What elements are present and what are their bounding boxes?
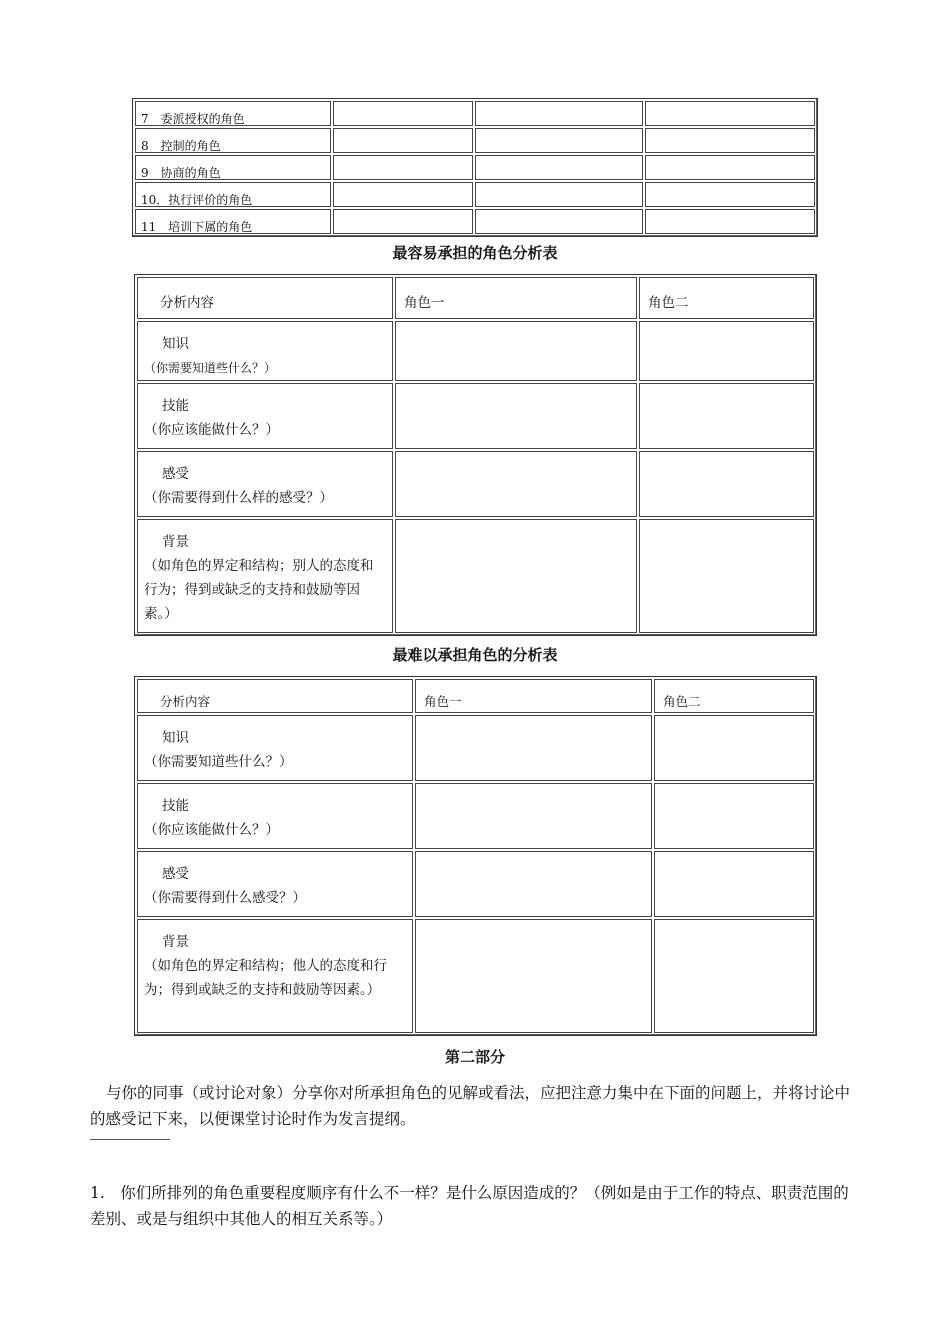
separator-line [90, 1139, 170, 1140]
row-label: 感受 （你需要得到什么样的感受？） [137, 451, 393, 517]
row-label: 知识 （你需要知道些什么？） [137, 321, 393, 381]
header-role-one: 角色一 [395, 277, 637, 319]
table-row [137, 851, 814, 917]
part2-intro: 与你的同事（或讨论对象）分享你对所承担角色的见解或看法，应把注意力集中在下面的问题上，并将讨论中的感受记下来，以便课堂讨论时作为发言提纲。 [90, 1084, 851, 1128]
table-row [137, 383, 814, 449]
row-label: 背景 （如角色的界定和结构；别人的态度和行为；得到或缺乏的支持和鼓励等因素。） [137, 519, 393, 633]
row-label: 知识 （你需要知道些什么？） [137, 715, 413, 781]
table-row [137, 919, 814, 1033]
table-row [135, 155, 815, 180]
table-row [137, 451, 814, 517]
question-1: 1. 你们所排列的角色重要程度顺序有什么不一样？是什么原因造成的？（例如是由于工作的特点、职责范围的差别、或是与组织中其他人的相互关系等。） [90, 1184, 849, 1228]
row-label: 背景 （如角色的界定和结构；他人的态度和行为；得到或缺乏的支持和鼓励等因素。） [137, 919, 413, 1033]
role-cell: 7 委派授权的角色 [135, 101, 331, 126]
hard-role-analysis-table [134, 676, 817, 1036]
row-label: 技能 （你应该能做什么？） [137, 383, 393, 449]
table-row [137, 519, 814, 633]
row-label: 技能 （你应该能做什么？） [137, 783, 413, 849]
table-row [137, 715, 814, 781]
role-cell: 10．执行评价的角色 [135, 182, 331, 207]
table-row [135, 182, 815, 207]
role-cell: 8 控制的角色 [135, 128, 331, 153]
role-cell: 9 协商的角色 [135, 155, 331, 180]
section-title-part2: 第二部分 [444, 1048, 505, 1066]
easy-role-analysis-table [134, 274, 817, 636]
role-ranking-table [132, 98, 818, 237]
table-row [135, 128, 815, 153]
table-row [135, 209, 815, 234]
row-label: 感受 （你需要得到什么感受？） [137, 851, 413, 917]
header-role-one: 角色一 [415, 679, 652, 713]
header-role-two: 角色二 [654, 679, 814, 713]
header-analysis: 分析内容 [137, 277, 393, 319]
table-header-row [137, 679, 814, 713]
table-row [137, 783, 814, 849]
header-analysis: 分析内容 [137, 679, 413, 713]
table-caption-hard: 最难以承担角色的分析表 [392, 646, 558, 664]
table-row [137, 321, 814, 381]
table-row [135, 101, 815, 126]
table-header-row [137, 277, 814, 319]
header-role-two: 角色二 [639, 277, 814, 319]
role-cell: 11 培训下属的角色 [135, 209, 331, 234]
table-caption-easy: 最容易承担的角色分析表 [392, 244, 558, 262]
